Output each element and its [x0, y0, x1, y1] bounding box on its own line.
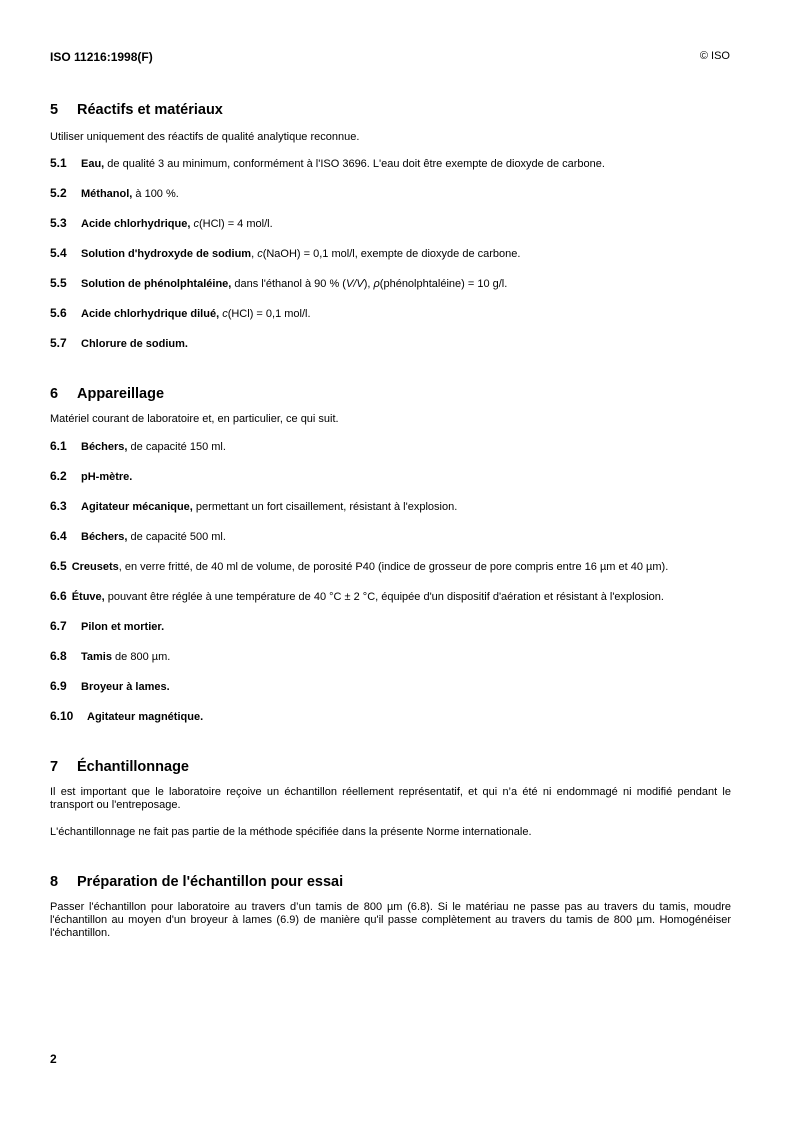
item-5-2: 5.2 Méthanol, à 100 %. — [50, 186, 179, 200]
section-7-heading: 7 Échantillonnage — [50, 759, 189, 775]
doc-id: ISO 11216:1998(F) — [50, 50, 153, 64]
item-5-1: 5.1 Eau, de qualité 3 au minimum, conformément à l'ISO 3696. L'eau doit être exempte de dioxyde de carbone. — [50, 156, 605, 170]
item-6-1: 6.1 Béchers, de capacité 150 ml. — [50, 439, 226, 453]
item-5-6: 5.6 Acide chlorhydrique dilué, c(HCl) = 0,1 mol/l. — [50, 306, 311, 320]
item-5-4: 5.4 Solution d'hydroxyde de sodium, c(NaOH) = 0,1 mol/l, exempte de dioxyde de carbone. — [50, 246, 521, 260]
item-5-7: 5.7 Chlorure de sodium. — [50, 336, 188, 350]
section-6-heading: 6 Appareillage — [50, 386, 165, 402]
item-6-8: 6.8 Tamis de 800 µm. — [50, 649, 171, 663]
section-8-heading: 8 Préparation de l'échantillon pour essai — [50, 874, 344, 890]
item-5-5: 5.5 Solution de phénolphtaléine, dans l'éthanol à 90 % (V/V), ρ(phénolphtaléine) = 10 g/l. — [50, 276, 508, 290]
item-6-2: 6.2 pH-mètre. — [50, 469, 133, 483]
section-8-para-1: Passer l'échantillon pour laboratoire au travers d’un tamis de 800 µm (6.8). Si le matériau ne passe pas au travers du tamis, moudre l'échantillon au moyen d'un broyeur à lames (6.9) de manière qu'il passe complètement au travers du tamis de 800 µm. Homogénéiser l'échantillon. — [50, 901, 731, 939]
item-6-7: 6.7 Pilon et mortier. — [50, 619, 165, 633]
item-6-5: 6.5 Creusets, en verre fritté, de 40 ml de volume, de porosité P40 (indice de grosseur de pore compris entre 16 µm et 40 µm). — [50, 559, 669, 573]
copyright: © ISO — [699, 50, 730, 62]
page-number: 2 — [50, 1052, 57, 1066]
page-content — [50, 100, 731, 940]
item-6-3: 6.3 Agitateur mécanique, permettant un fort cisaillement, résistant à l'explosion. — [50, 499, 458, 513]
item-6-6: 6.6 Étuve, pouvant être réglée à une température de 40 °C ± 2 °C, équipée d'un dispositif d'aération et résistant à l'explosion. — [50, 589, 664, 603]
section-7-para-1: Il est important que le laboratoire reçoive un échantillon réellement représentatif, et qui n’a été ni endommagé ni modifié pendant le transport ou l'entreposage. — [50, 786, 731, 811]
section-5-intro: Utiliser uniquement des réactifs de qualité analytique reconnue. — [50, 131, 360, 143]
section-5-heading: 5 Réactifs et matériaux — [50, 102, 223, 118]
item-6-10: 6.10 Agitateur magnétique. — [50, 709, 204, 723]
section-7-para-2: L'échantillonnage ne fait pas partie de la méthode spécifiée dans la présente Norme internationale. — [50, 826, 532, 838]
item-6-4: 6.4 Béchers, de capacité 500 ml. — [50, 529, 226, 543]
section-6-intro: Matériel courant de laboratoire et, en particulier, ce qui suit. — [50, 413, 339, 425]
item-6-9: 6.9 Broyeur à lames. — [50, 679, 170, 693]
item-5-3: 5.3 Acide chlorhydrique, c(HCl) = 4 mol/l. — [50, 216, 273, 230]
